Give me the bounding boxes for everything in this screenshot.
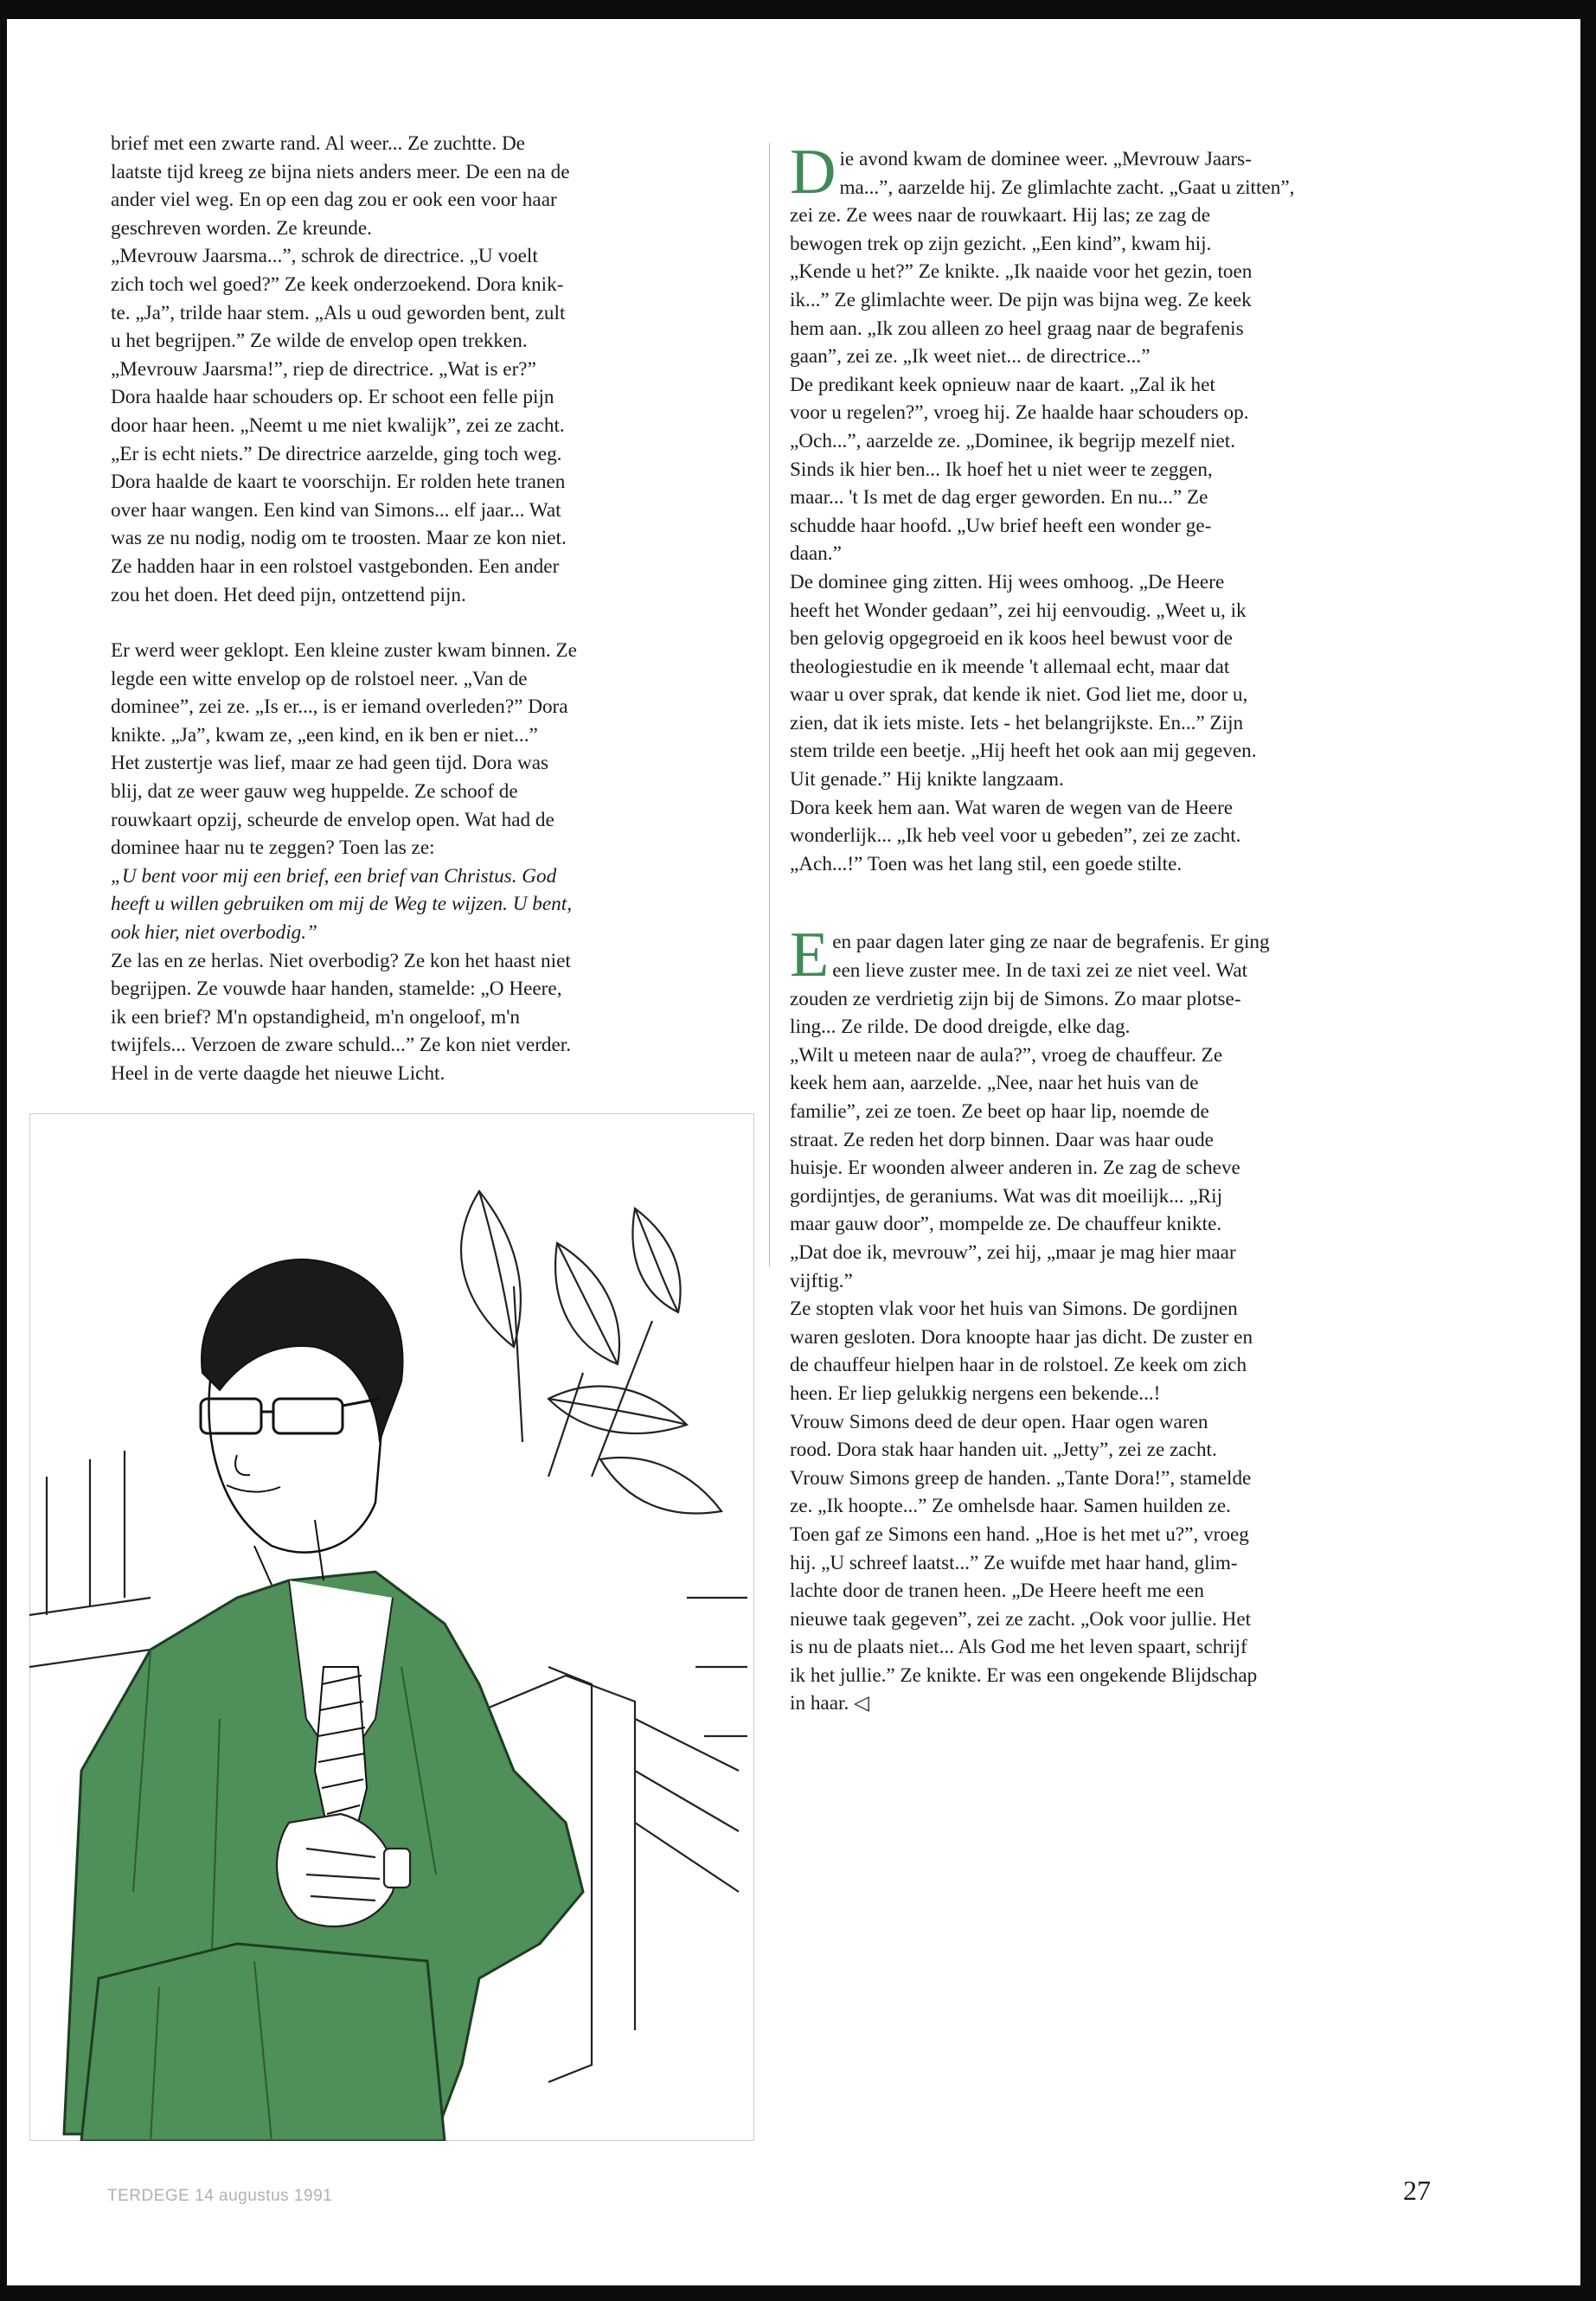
- text-line: Ze las en ze herlas. Niet overbodig? Ze kon het haast niet: [111, 949, 571, 972]
- text-line: „Er is echt niets.” De directrice aarzelde, ging toch weg.: [111, 442, 562, 465]
- text-line: straat. Ze reden het dorp binnen. Daar was haar oude: [790, 1128, 1214, 1151]
- text-line: zich toch wel goed?” Ze keek onderzoekend. Dora knik-: [111, 272, 564, 296]
- quote-line: heeft u willen gebruiken om mij de Weg te wijzen. U bent,: [111, 893, 572, 916]
- text-line: „Kende u het?” Ze knikte. „Ik naaide voor het gezin, toen: [790, 260, 1253, 284]
- text-line: Heel in de verte daagde het nieuwe Licht.: [111, 1062, 445, 1085]
- text-line: hij. „U schreef laatst...” Ze wuifde met haar hand, glim-: [790, 1551, 1238, 1574]
- text-line: de chauffeur hielpen haar in de rolstoel. Ze keek om zich: [790, 1354, 1247, 1377]
- text-line: dominee”, zei ze. „Is er..., is er iemand overleden?” Dora: [111, 695, 568, 719]
- text-line: dominee haar nu te zeggen? Toen las ze:: [111, 836, 435, 860]
- text-line: heeft het Wonder gedaan”, zei hij eenvoudig. „Weet u, ik: [790, 599, 1247, 622]
- text-line: bewogen trek op zijn gezicht. „Een kind”, kwam hij.: [790, 232, 1212, 255]
- text-line: Vrouw Simons deed de deur open. Haar ogen waren: [790, 1410, 1208, 1433]
- text-line: zei ze. Ze wees naar de rouwkaart. Hij las; ze zag de: [790, 204, 1211, 228]
- text-line: voor u regelen?”, vroeg hij. Ze haalde haar schouders op.: [790, 401, 1249, 425]
- text-line: ik...” Ze glimlachte weer. De pijn was bijna weg. Ze keek: [790, 288, 1252, 311]
- left-paragraph-2: [111, 637, 735, 862]
- text-line: rouwkaart opzij, scheurde de envelop open. Wat had de: [111, 808, 554, 831]
- text-line: waren gesloten. Dora knoopte haar jas dicht. De zuster en: [790, 1325, 1253, 1349]
- text-line: ma...”, aarzelde hij. Ze glimlachte zacht. „Gaat u zitten”,: [839, 176, 1295, 199]
- section-1: [790, 137, 1432, 878]
- text-line: ik het jullie.” Ze knikte. Er was een ongekende Blijdschap: [790, 1663, 1258, 1687]
- text-line: „Mevrouw Jaarsma!”, riep de directrice. „Wat is er?”: [111, 357, 536, 381]
- text-line: Vrouw Simons greep de handen. „Tante Dora!”, stamelde: [790, 1466, 1252, 1490]
- text-line: rood. Dora stak haar handen uit. „Jetty”, zei ze zacht.: [790, 1439, 1217, 1462]
- page-border-right: [1580, 0, 1596, 2301]
- illustration-man-green-jacket: [29, 1113, 754, 2141]
- section-2-body: [790, 957, 1432, 1718]
- quote-line: ook hier, niet overbodig.”: [111, 921, 317, 945]
- text-line: blij, dat ze weer gauw weg huppelde. Ze schoof de: [111, 780, 518, 804]
- text-line: zou het doen. Het deed pijn, ontzettend pijn.: [111, 583, 466, 606]
- text-line: nieuwe taak gegeven”, zei ze zacht. „Ook voor jullie. Het: [790, 1607, 1252, 1631]
- text-line: te. „Ja”, trilde haar stem. „Als u oud geworden bent, zult: [111, 301, 566, 324]
- text-line: zouden ze verdrietig zijn bij de Simons. Zo maar plotse-: [790, 987, 1241, 1010]
- page-border-bottom: [0, 2285, 1596, 2301]
- letter-quote: [111, 862, 735, 947]
- text-line: „Ach...!” Toen was het lang stil, een goede stilte.: [790, 852, 1183, 875]
- section-1-first-line: ie avond kwam de dominee weer. „Mevrouw Jaars-: [839, 148, 1252, 170]
- text-line: laatste tijd kreeg ze bijna niets anders meer. De een na de: [111, 160, 570, 183]
- text-line: familie”, zei ze toen. Ze beet op haar lip, noemde de: [790, 1100, 1209, 1123]
- page-border-left: [0, 0, 7, 2301]
- text-line: Dora haalde de kaart te voorschijn. Er rolden hete tranen: [111, 471, 566, 494]
- text-line: over haar wangen. Een kind van Simons... elf jaar... Wat: [111, 498, 561, 522]
- left-text-column: [111, 130, 735, 1088]
- text-line: Dora keek hem aan. Wat waren de wegen van de Heere: [790, 796, 1234, 819]
- section-2: [790, 920, 1432, 1718]
- text-line: begrijpen. Ze vouwde haar handen, stamelde: „O Heere,: [111, 977, 562, 1001]
- quote-line: „U bent voor mij een brief, een brief van Christus. God: [111, 864, 557, 888]
- text-line: Uit genade.” Hij knikte langzaam.: [790, 768, 1064, 792]
- text-line: Het zustertje was lief, maar ze had geen tijd. Dora was: [111, 752, 549, 775]
- text-line: De dominee ging zitten. Hij wees omhoog. „De Heere: [790, 570, 1225, 593]
- text-line: „Wilt u meteen naar de aula?”, vroeg de chauffeur. Ze: [790, 1043, 1223, 1067]
- text-line: geschreven worden. Ze kreunde.: [111, 216, 372, 240]
- section-1-body: [790, 174, 1432, 879]
- text-line: De predikant keek opnieuw naar de kaart. „Zal ik het: [790, 373, 1215, 396]
- text-line: Toen gaf ze Simons een hand. „Hoe is het met u?”, vroeg: [790, 1522, 1249, 1546]
- right-text-column: [790, 137, 1432, 1718]
- text-line: lachte door de tranen heen. „De Heere heeft me een: [790, 1580, 1204, 1603]
- text-line: legde een witte envelop op de rolstoel neer. „Van de: [111, 667, 528, 690]
- text-line: stem trilde een beetje. „Hij heeft het ook aan mij gegeven.: [790, 740, 1257, 763]
- text-line: Ze hadden haar in een rolstoel vastgebonden. Een ander: [111, 554, 560, 578]
- legs-icon: [81, 1944, 445, 2141]
- text-line: keek hem aan, aarzelde. „Nee, naar het huis van de: [790, 1072, 1199, 1095]
- text-line: vijftig.”: [790, 1269, 853, 1292]
- text-line: Dora haalde haar schouders op. Er schoot een felle pijn: [111, 386, 554, 409]
- text-line: daan.”: [790, 542, 842, 566]
- head-portrait-icon: [201, 1259, 403, 1585]
- text-line: waar u over sprak, dat kende ik niet. God liet me, door u,: [790, 683, 1248, 707]
- text-line: een lieve zuster mee. In de taxi zei ze niet veel. Wat: [832, 959, 1248, 983]
- text-line: Sinds ik hier ben... Ik hoef het u niet weer te zeggen,: [790, 458, 1213, 481]
- text-line: huisje. Er woonden alweer anderen in. Ze zag de scheve: [790, 1157, 1240, 1180]
- text-line: u het begrijpen.” Ze wilde de envelop open trekken.: [111, 330, 528, 353]
- text-line: maar... 't Is met de dag erger geworden. En nu...” Ze: [790, 486, 1208, 510]
- text-line: theologiestudie en ik meende 't allemaal echt, maar dat: [790, 655, 1230, 678]
- pen-drawing-icon: [29, 1113, 754, 2141]
- column-divider: [769, 143, 770, 1267]
- text-line: brief met een zwarte rand. Al weer... Ze zuchtte. De: [111, 132, 525, 155]
- text-line: ling... Ze rilde. De dood dreigde, elke dag.: [790, 1016, 1131, 1039]
- section-2-first-line: en paar dagen later ging ze naar de begrafenis. Er ging: [832, 931, 1270, 954]
- left-paragraph-3: [111, 947, 735, 1088]
- text-line: in haar. ◁: [790, 1692, 869, 1715]
- text-line: „Dat doe ik, mevrouw”, zei hij, „maar je mag hier maar: [790, 1240, 1236, 1264]
- page-border-top: [0, 0, 1596, 19]
- text-line: heen. Er liep gelukkig nergens een bekende...!: [790, 1381, 1161, 1405]
- text-line: is nu de plaats niet... Als God me het leven spaart, schrijf: [790, 1636, 1247, 1659]
- text-line: ze. „Ik hoopte...” Ze omhelsde haar. Samen huilden ze.: [790, 1495, 1231, 1518]
- text-line: maar gauw door”, mompelde ze. De chauffeur knikte.: [790, 1213, 1222, 1236]
- text-line: wonderlijk... „Ik heb veel voor u gebeden”, zei ze zacht.: [790, 824, 1241, 848]
- publication-footer: TERDEGE 14 augustus 1991: [107, 2187, 333, 2205]
- text-line: zien, dat ik iets miste. Iets - het belangrijkste. En...” Zijn: [790, 711, 1244, 734]
- text-line: „Mevrouw Jaarsma...”, schrok de directrice. „U voelt: [111, 245, 538, 268]
- text-line: door haar heen. „Neemt u me niet kwalijk”, zei ze zacht.: [111, 413, 565, 437]
- text-line: ben gelovig opgegroeid en ik koos heel bewust voor de: [790, 627, 1233, 651]
- text-line: gordijntjes, de geraniums. Wat was dit moeilijk... „Rij: [790, 1184, 1223, 1208]
- text-line: gaan”, zei ze. „Ik weet niet... de directrice...”: [790, 345, 1151, 369]
- text-line: twijfels... Verzoen de zware schuld...” Ze kon niet verder.: [111, 1034, 572, 1057]
- left-paragraph-1: [111, 130, 735, 609]
- page-number: 27: [1403, 2175, 1431, 2206]
- text-line: ander viel weg. En op een dag zou er ook een voor haar: [111, 189, 557, 212]
- text-line: schudde haar hoofd. „Uw brief heeft een wonder ge-: [790, 514, 1212, 537]
- dropcap-e: E: [790, 920, 830, 991]
- text-line: hem aan. „Ik zou alleen zo heel graag naar de begrafenis: [790, 317, 1244, 340]
- text-line: knikte. „Ja”, kwam ze, „een kind, en ik ben er niet...”: [111, 723, 538, 747]
- text-line: ik een brief? M'n opstandigheid, m'n ongeloof, m'n: [111, 1005, 520, 1029]
- text-line: was ze nu nodig, nodig om te troosten. Maar ze kon niet.: [111, 527, 567, 550]
- dropcap-d: D: [790, 137, 836, 208]
- text-line: Ze stopten vlak voor het huis van Simons. De gordijnen: [790, 1298, 1238, 1321]
- text-line: „Och...”, aarzelde ze. „Dominee, ik begrijp mezelf niet.: [790, 429, 1236, 452]
- text-line: Er werd weer geklopt. Een kleine zuster kwam binnen. Ze: [111, 639, 577, 663]
